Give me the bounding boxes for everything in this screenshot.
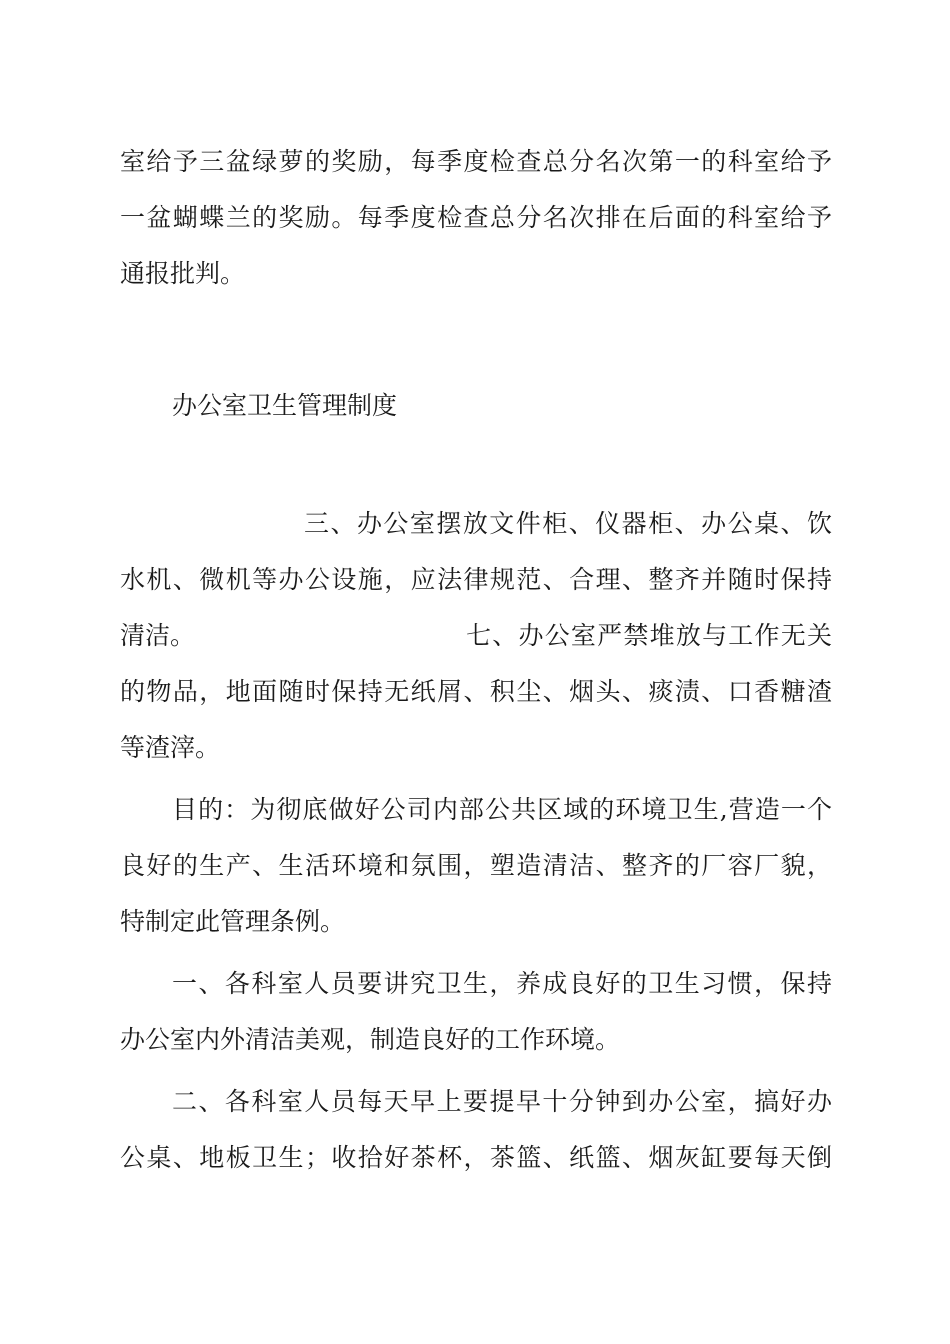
paragraph-line: 室给予三盆绿萝的奖励，每季度检查总分名次第一的科室给予 xyxy=(120,147,832,176)
section-heading: 办公室卫生管理制度 xyxy=(172,391,398,420)
paragraph-line: 目的：为彻底做好公司内部公共区域的环境卫生,营造一个 xyxy=(172,795,832,824)
paragraph-line: 清洁。 xyxy=(120,621,196,650)
paragraph-line: 水机、微机等办公设施，应法律规范、合理、整齐并随时保持 xyxy=(120,565,832,594)
paragraph-line: 良好的生产、生活环境和氛围，塑造清洁、整齐的厂容厂貌， xyxy=(120,851,832,880)
paragraph-line: 七、办公室严禁堆放与工作无关 xyxy=(466,621,832,650)
paragraph-line: 三、办公室摆放文件柜、仪器柜、办公桌、饮 xyxy=(304,509,832,538)
paragraph-line: 的物品，地面随时保持无纸屑、积尘、烟头、痰渍、口香糖渣 xyxy=(120,677,832,706)
paragraph-line: 公桌、地板卫生；收拾好茶杯，茶篮、纸篮、烟灰缸要每天倒 xyxy=(120,1143,832,1172)
paragraph-line: 一、各科室人员要讲究卫生，养成良好的卫生习惯，保持 xyxy=(172,969,832,998)
paragraph-line: 二、各科室人员每天早上要提早十分钟到办公室，搞好办 xyxy=(172,1087,832,1116)
paragraph-line: 通报批判。 xyxy=(120,259,246,288)
paragraph-line: 特制定此管理条例。 xyxy=(120,907,346,936)
paragraph-line: 办公室内外清洁美观，制造良好的工作环境。 xyxy=(120,1025,621,1054)
paragraph-line: 等渣滓。 xyxy=(120,733,221,762)
paragraph-line: 一盆蝴蝶兰的奖励。每季度检查总分名次排在后面的科室给予 xyxy=(120,203,832,232)
